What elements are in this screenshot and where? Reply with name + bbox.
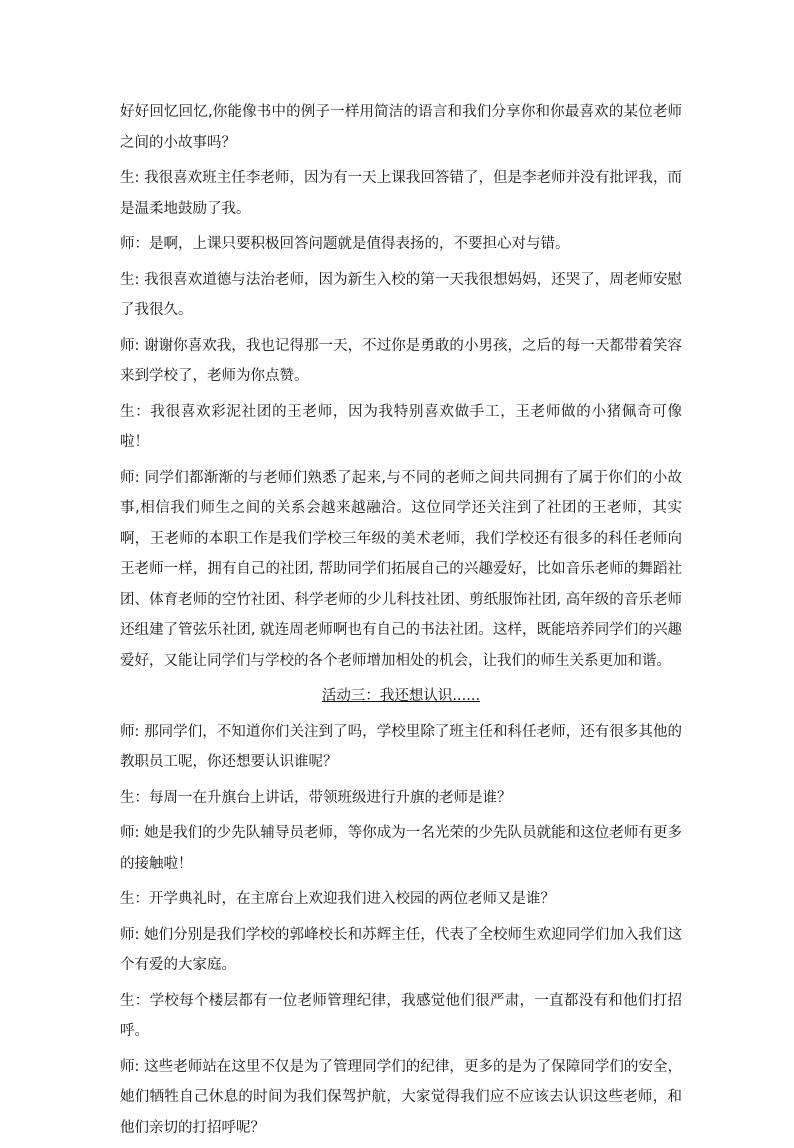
- document-page: [120, 97, 682, 1148]
- paragraph-student-li-teacher: 生: 我很喜欢班主任李老师，因为有一天上课我回答错了，但是李老师并没有批评我，而是温柔地鼓励了我。: [120, 170, 682, 217]
- paragraph-student-floor-teachers: 生：学校每个楼层都有一位老师管理纪律，我感觉他们很严肃，一直都没有和他们打招呼。: [120, 992, 682, 1039]
- paragraph-teacher-praise: 师：是啊，上课只要积极回答问题就是值得表扬的，不要担心对与错。: [120, 236, 570, 252]
- paragraph-teacher-thanks: 师: 谢谢你喜欢我，我也记得那一天，不过你是勇敢的小男孩，之后的每一天都带着笑容来到学校了，老师为你点赞。: [120, 337, 682, 384]
- paragraph-student-clay-club: 生：我很喜欢彩泥社团的王老师，因为我特别喜欢做手工，王老师做的小猪佩奇可像啦！: [120, 403, 682, 450]
- paragraph-teacher-clubs: 师: 同学们都渐渐的与老师们熟悉了起来,与不同的老师之间共同拥有了属于你们的小故事,相信我们师生之间的关系会越来越融洽。这位同学还关注到了社团的王老师，其实啊，王老师的本职工作是我们学校三年级的美术老师，我们学校还有很多的科任老师向王老师一样，拥有自己的社团, 帮助同学们拓展自己的兴趣爱好，比如音乐老师的舞蹈社团、体育老师的空竹社团、科学老师的少儿科技社团、剪纸服饰社团, 高年级的音乐老师还组建了管弦乐社团, 就连周老师啊也有自己的书法社团。这样，既能培养同学们的兴趣爱好，又能让同学们与学校的各个老师增加相处的机会，让我们的师生关系更加和谐。: [120, 469, 682, 669]
- paragraph-teacher-safety: 师: 这些老师站在这里不仅是为了管理同学们的纪律，更多的是为了保障同学们的安全，她们牺牲自己休息的时间为我们保驾护航，大家觉得我们应不应该去认识这些老师，和他们亲切的打招呼呢？: [120, 1058, 682, 1136]
- activity-three-heading: 活动三：我还想认识......: [321, 688, 481, 704]
- paragraph-teacher-pioneer-counselor: 师: 她是我们的少先队辅导员老师，等你成为一名光荣的少先队员就能和这位老师有更多的接触啦！: [120, 825, 682, 872]
- paragraph-teacher-principal: 师: 她们分别是我们学校的郭峰校长和苏辉主任，代表了全校师生欢迎同学们加入我们这个有爱的大家庭。: [120, 926, 682, 973]
- paragraph-teacher-staff-question: 师: 那同学们，不知道你们关注到了吗，学校里除了班主任和科任老师，还有很多其他的教职员工呢，你还想要认识谁呢？: [120, 723, 682, 770]
- paragraph-intro-question: 好好回忆回忆,你能像书中的例子一样用简洁的语言和我们分享你和你最喜欢的某位老师之间的小故事吗？: [120, 104, 682, 151]
- paragraph-student-zhou-teacher: 生: 我很喜欢道德与法治老师，因为新生入校的第一天我很想妈妈，还哭了，周老师安慰了我很久。: [120, 271, 682, 318]
- paragraph-student-ceremony: 生：开学典礼时，在主席台上欢迎我们进入校园的两位老师又是谁？: [120, 891, 555, 907]
- paragraph-student-flag-teacher: 生：每周一在升旗台上讲话，带领班级进行升旗的老师是谁？: [120, 789, 512, 806]
